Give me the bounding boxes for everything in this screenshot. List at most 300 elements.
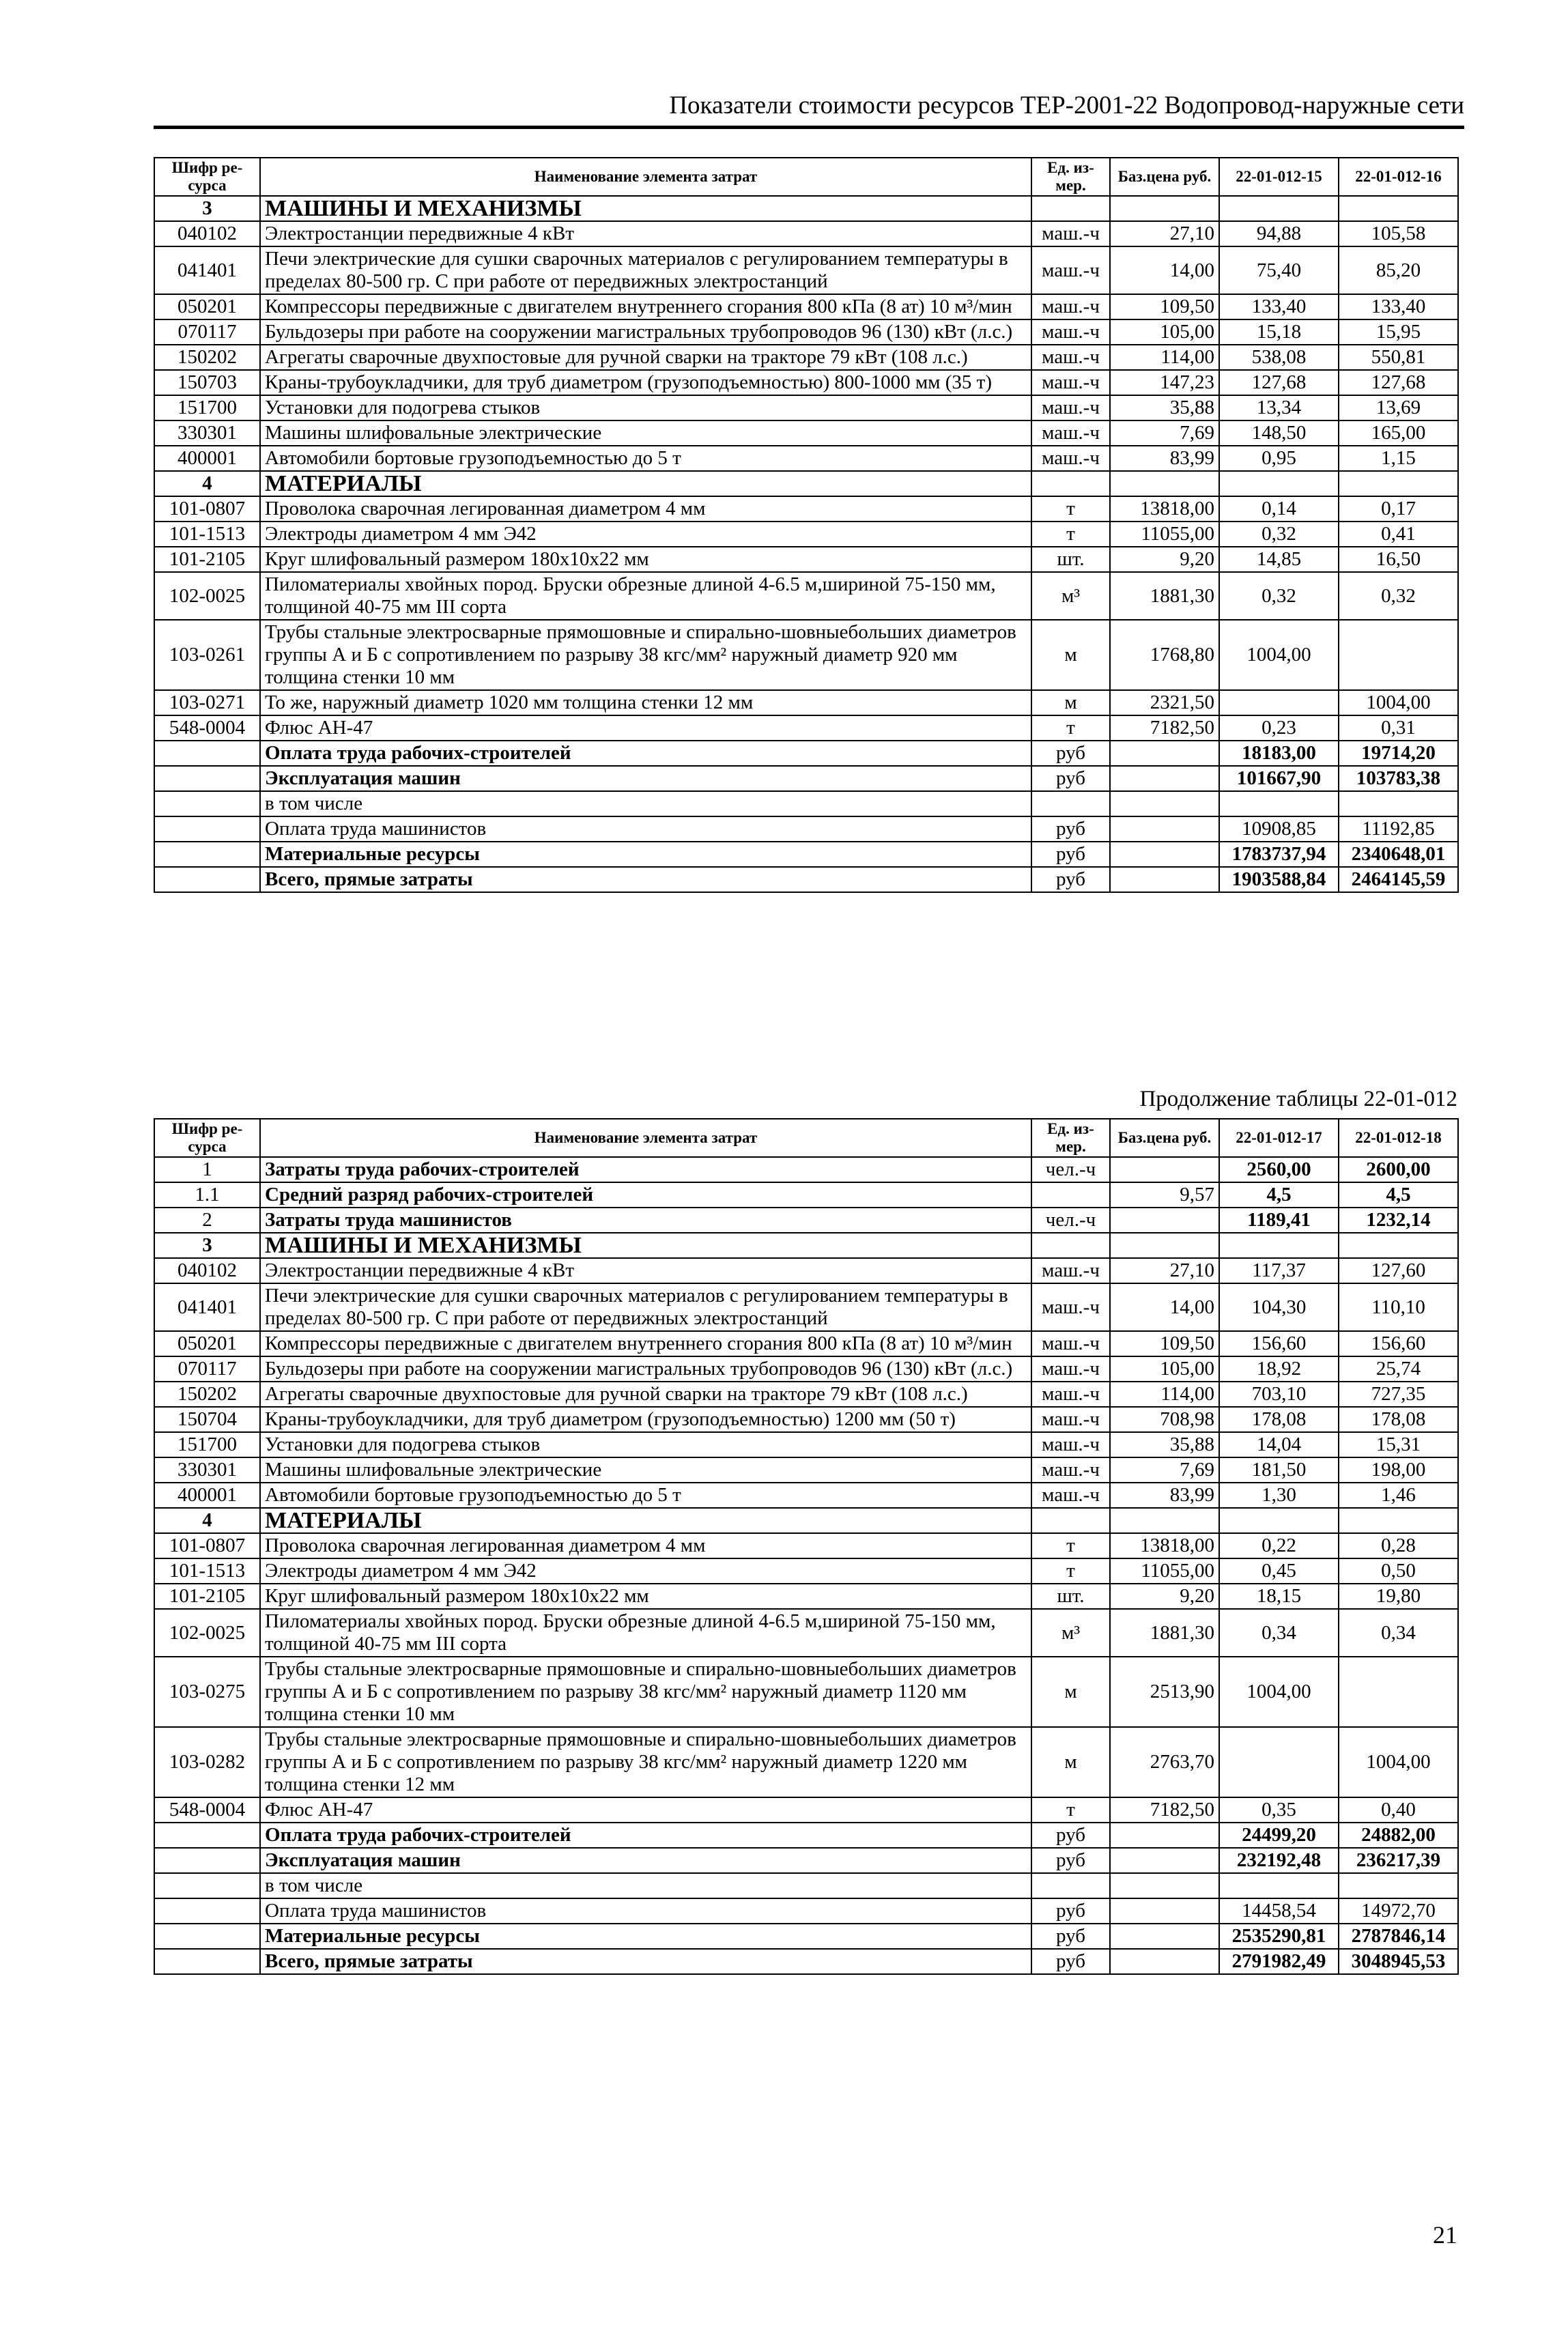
value-1-cell: 75,40: [1219, 246, 1339, 294]
item-name-cell: Материальные ресурсы: [260, 1924, 1031, 1949]
item-name-cell: Оплата труда машинистов: [260, 1898, 1031, 1924]
table-row: [154, 1558, 1458, 1584]
base-price-cell: 35,88: [1110, 1432, 1219, 1457]
resource-code-cell: 400001: [154, 1483, 260, 1508]
base-price-cell: 2513,90: [1110, 1657, 1219, 1727]
resource-code-cell: [154, 1898, 260, 1924]
base-price-cell: 35,88: [1110, 395, 1219, 420]
item-name-cell: МАТЕРИАЛЫ: [260, 471, 1031, 496]
table-row: [154, 1432, 1458, 1457]
base-price-cell: 105,00: [1110, 319, 1219, 345]
item-name-cell: Агрегаты сварочные двухпостовые для ручной сварки на тракторе 79 кВт (108 л.с.): [260, 345, 1031, 370]
resource-code-cell: [154, 741, 260, 766]
value-2-cell: 1004,00: [1339, 690, 1458, 715]
item-name-cell: Флюс АН-47: [260, 715, 1031, 741]
header-value-1: 22-01-012-17: [1219, 1119, 1339, 1157]
unit-cell: маш.-ч: [1031, 246, 1110, 294]
item-name-cell: Эксплуатация машин: [260, 766, 1031, 791]
base-price-cell: 14,00: [1110, 1283, 1219, 1331]
value-1-cell: 1189,41: [1219, 1208, 1339, 1233]
base-price-cell: [1110, 816, 1219, 842]
base-price-cell: 2763,70: [1110, 1727, 1219, 1797]
base-price-cell: 9,20: [1110, 547, 1219, 572]
unit-cell: маш.-ч: [1031, 446, 1110, 471]
value-2-cell: [1339, 1233, 1458, 1258]
unit-cell: маш.-ч: [1031, 345, 1110, 370]
header-value-2: 22-01-012-16: [1339, 158, 1458, 196]
unit-cell: маш.-ч: [1031, 1331, 1110, 1356]
item-name-cell: Бульдозеры при работе на сооружении магистральных трубопроводов 96 (130) кВт (л.с.): [260, 1356, 1031, 1382]
unit-cell: маш.-ч: [1031, 221, 1110, 246]
base-price-cell: 114,00: [1110, 1382, 1219, 1407]
base-price-cell: [1110, 741, 1219, 766]
item-name-cell: Всего, прямые затраты: [260, 867, 1031, 892]
base-price-cell: 105,00: [1110, 1356, 1219, 1382]
resource-code-cell: 330301: [154, 1457, 260, 1483]
resource-code-cell: [154, 867, 260, 892]
resource-code-cell: 330301: [154, 420, 260, 446]
table-row: [154, 572, 1458, 620]
resource-code-cell: 3: [154, 196, 260, 221]
value-2-cell: [1339, 196, 1458, 221]
base-price-cell: [1110, 471, 1219, 496]
value-2-cell: 15,95: [1339, 319, 1458, 345]
resource-code-cell: 2: [154, 1208, 260, 1233]
item-name-cell: МАШИНЫ И МЕХАНИЗМЫ: [260, 1233, 1031, 1258]
unit-cell: м: [1031, 1727, 1110, 1797]
resource-code-cell: 101-0807: [154, 1533, 260, 1558]
base-price-cell: 147,23: [1110, 370, 1219, 395]
table-row: [154, 522, 1458, 547]
value-1-cell: 18,15: [1219, 1584, 1339, 1609]
value-1-cell: 0,32: [1219, 522, 1339, 547]
value-1-cell: 4,5: [1219, 1182, 1339, 1208]
item-name-cell: Печи электрические для сушки сварочных материалов с регулированием температуры в пределах 80-500 гр. С при работе от передвижных электростанций: [260, 246, 1031, 294]
value-2-cell: 198,00: [1339, 1457, 1458, 1483]
unit-cell: м: [1031, 1657, 1110, 1727]
item-name-cell: Проволока сварочная легированная диаметром 4 мм: [260, 1533, 1031, 1558]
resource-code-cell: [154, 1924, 260, 1949]
table-row: [154, 766, 1458, 791]
table-row: [154, 867, 1458, 892]
value-1-cell: 1004,00: [1219, 620, 1339, 690]
value-2-cell: 2787846,14: [1339, 1924, 1458, 1949]
value-2-cell: 13,69: [1339, 395, 1458, 420]
item-name-cell: Автомобили бортовые грузоподъемностью до 5 т: [260, 1483, 1031, 1508]
resource-code-cell: 1.1: [154, 1182, 260, 1208]
base-price-cell: [1110, 867, 1219, 892]
value-1-cell: 14,04: [1219, 1432, 1339, 1457]
item-name-cell: Компрессоры передвижные с двигателем внутреннего сгорания 800 кПа (8 ат) 10 м³/мин: [260, 1331, 1031, 1356]
resource-code-cell: 4: [154, 471, 260, 496]
resource-code-cell: 101-0807: [154, 496, 260, 522]
base-price-cell: 83,99: [1110, 446, 1219, 471]
value-2-cell: 3048945,53: [1339, 1949, 1458, 1974]
table-body: [154, 1157, 1458, 1974]
item-name-cell: в том числе: [260, 1873, 1031, 1898]
table-row: [154, 345, 1458, 370]
value-2-cell: 133,40: [1339, 294, 1458, 319]
unit-cell: маш.-ч: [1031, 319, 1110, 345]
base-price-cell: [1110, 1873, 1219, 1898]
value-2-cell: [1339, 471, 1458, 496]
unit-cell: руб: [1031, 1924, 1110, 1949]
value-2-cell: 1,46: [1339, 1483, 1458, 1508]
table-row: [154, 1924, 1458, 1949]
header-unit: Ед. из-мер.: [1031, 158, 1110, 196]
resource-code-cell: 150202: [154, 1382, 260, 1407]
table-row: [154, 420, 1458, 446]
resource-code-cell: 101-1513: [154, 522, 260, 547]
unit-cell: т: [1031, 522, 1110, 547]
value-1-cell: [1219, 471, 1339, 496]
base-price-cell: 114,00: [1110, 345, 1219, 370]
item-name-cell: Печи электрические для сушки сварочных материалов с регулированием температуры в пределах 80-500 гр. С при работе от передвижных электростанций: [260, 1283, 1031, 1331]
resource-table-1: [154, 157, 1459, 893]
value-2-cell: 105,58: [1339, 221, 1458, 246]
unit-cell: м: [1031, 690, 1110, 715]
value-2-cell: 2464145,59: [1339, 867, 1458, 892]
table-row: [154, 446, 1458, 471]
unit-cell: [1031, 1182, 1110, 1208]
value-2-cell: [1339, 1657, 1458, 1727]
base-price-cell: 83,99: [1110, 1483, 1219, 1508]
item-name-cell: Проволока сварочная легированная диаметром 4 мм: [260, 496, 1031, 522]
unit-cell: руб: [1031, 766, 1110, 791]
item-name-cell: Материальные ресурсы: [260, 842, 1031, 867]
item-name-cell: Электростанции передвижные 4 кВт: [260, 1258, 1031, 1283]
value-1-cell: [1219, 1873, 1339, 1898]
resource-code-cell: 102-0025: [154, 1609, 260, 1657]
table-row: [154, 1533, 1458, 1558]
page-header: Показатели стоимости ресурсов ТЕР-2001-22 Водопровод-наружные сети: [154, 87, 1464, 129]
unit-cell: т: [1031, 1533, 1110, 1558]
base-price-cell: 11055,00: [1110, 1558, 1219, 1584]
resource-code-cell: 070117: [154, 1356, 260, 1382]
table-row: [154, 791, 1458, 816]
table-row: [154, 1356, 1458, 1382]
unit-cell: [1031, 791, 1110, 816]
item-name-cell: Электростанции передвижные 4 кВт: [260, 221, 1031, 246]
base-price-cell: 9,57: [1110, 1182, 1219, 1208]
resource-code-cell: 041401: [154, 246, 260, 294]
value-2-cell: 127,60: [1339, 1258, 1458, 1283]
table-row: [154, 1258, 1458, 1283]
value-2-cell: 178,08: [1339, 1407, 1458, 1432]
value-1-cell: 148,50: [1219, 420, 1339, 446]
value-2-cell: 0,40: [1339, 1797, 1458, 1823]
value-2-cell: 14972,70: [1339, 1898, 1458, 1924]
value-1-cell: 703,10: [1219, 1382, 1339, 1407]
base-price-cell: [1110, 1208, 1219, 1233]
value-2-cell: 0,50: [1339, 1558, 1458, 1584]
resource-code-cell: 548-0004: [154, 715, 260, 741]
value-1-cell: 156,60: [1219, 1331, 1339, 1356]
resource-code-cell: 3: [154, 1233, 260, 1258]
resource-code-cell: [154, 791, 260, 816]
base-price-cell: 7182,50: [1110, 715, 1219, 741]
table-row: [154, 1584, 1458, 1609]
table-row: [154, 842, 1458, 867]
value-1-cell: 0,95: [1219, 446, 1339, 471]
table-row: [154, 690, 1458, 715]
unit-cell: [1031, 471, 1110, 496]
item-name-cell: Установки для подогрева стыков: [260, 1432, 1031, 1457]
base-price-cell: [1110, 1898, 1219, 1924]
header-value-2: 22-01-012-18: [1339, 1119, 1458, 1157]
table-body: [154, 196, 1458, 892]
table-row: [154, 294, 1458, 319]
table-row: [154, 715, 1458, 741]
resource-code-cell: 050201: [154, 1331, 260, 1356]
value-1-cell: 1903588,84: [1219, 867, 1339, 892]
base-price-cell: 27,10: [1110, 1258, 1219, 1283]
value-1-cell: 1783737,94: [1219, 842, 1339, 867]
unit-cell: маш.-ч: [1031, 1407, 1110, 1432]
table-row: [154, 1407, 1458, 1432]
base-price-cell: 2321,50: [1110, 690, 1219, 715]
base-price-cell: 109,50: [1110, 294, 1219, 319]
value-2-cell: [1339, 791, 1458, 816]
value-2-cell: [1339, 620, 1458, 690]
base-price-cell: 27,10: [1110, 221, 1219, 246]
item-name-cell: Краны-трубоукладчики, для труб диаметром (грузоподъемностью) 800-1000 мм (35 т): [260, 370, 1031, 395]
unit-cell: руб: [1031, 1848, 1110, 1873]
item-name-cell: Электроды диаметром 4 мм Э42: [260, 522, 1031, 547]
item-name-cell: Электроды диаметром 4 мм Э42: [260, 1558, 1031, 1584]
table-row: [154, 196, 1458, 221]
value-1-cell: 10908,85: [1219, 816, 1339, 842]
unit-cell: [1031, 1233, 1110, 1258]
unit-cell: шт.: [1031, 1584, 1110, 1609]
resource-code-cell: [154, 816, 260, 842]
table-row: [154, 1873, 1458, 1898]
value-1-cell: 2791982,49: [1219, 1949, 1339, 1974]
unit-cell: маш.-ч: [1031, 1483, 1110, 1508]
value-1-cell: 178,08: [1219, 1407, 1339, 1432]
base-price-cell: [1110, 1233, 1219, 1258]
unit-cell: м: [1031, 620, 1110, 690]
table-row: [154, 1457, 1458, 1483]
value-2-cell: 0,32: [1339, 572, 1458, 620]
base-price-cell: 13818,00: [1110, 496, 1219, 522]
unit-cell: маш.-ч: [1031, 395, 1110, 420]
table-row: [154, 816, 1458, 842]
value-2-cell: 1004,00: [1339, 1727, 1458, 1797]
unit-cell: руб: [1031, 816, 1110, 842]
item-name-cell: Пиломатериалы хвойных пород. Бруски обрезные длиной 4-6.5 м,шириной 75-150 мм, толщиной 40-75 мм III сорта: [260, 1609, 1031, 1657]
value-2-cell: [1339, 1508, 1458, 1533]
table-row: [154, 221, 1458, 246]
unit-cell: [1031, 1508, 1110, 1533]
resource-code-cell: 400001: [154, 446, 260, 471]
item-name-cell: МАШИНЫ И МЕХАНИЗМЫ: [260, 196, 1031, 221]
unit-cell: т: [1031, 496, 1110, 522]
table-row: [154, 1823, 1458, 1848]
item-name-cell: Краны-трубоукладчики, для труб диаметром (грузоподъемностью) 1200 мм (50 т): [260, 1407, 1031, 1432]
item-name-cell: Эксплуатация машин: [260, 1848, 1031, 1873]
value-2-cell: 0,31: [1339, 715, 1458, 741]
base-price-cell: [1110, 766, 1219, 791]
resource-code-cell: 040102: [154, 1258, 260, 1283]
base-price-cell: 1881,30: [1110, 1609, 1219, 1657]
base-price-cell: [1110, 1157, 1219, 1182]
header-code: Шифр ре-сурса: [154, 1119, 260, 1157]
header-name: Наименование элемента затрат: [260, 158, 1031, 196]
item-name-cell: в том числе: [260, 791, 1031, 816]
value-1-cell: 13,34: [1219, 395, 1339, 420]
unit-cell: м³: [1031, 1609, 1110, 1657]
resource-code-cell: [154, 766, 260, 791]
item-name-cell: Круг шлифовальный размером 180х10х22 мм: [260, 1584, 1031, 1609]
resource-code-cell: 1: [154, 1157, 260, 1182]
resource-code-cell: 103-0271: [154, 690, 260, 715]
resource-table-2: [154, 1118, 1459, 1975]
value-1-cell: 117,37: [1219, 1258, 1339, 1283]
item-name-cell: Трубы стальные электросварные прямошовные и спирально-шовныебольших диаметров группы А и Б с сопротивлением по разрыву 38 кгс/мм² наружный диаметр 1120 мм толщина стенки 10 мм: [260, 1657, 1031, 1727]
resource-code-cell: 548-0004: [154, 1797, 260, 1823]
table-row: [154, 246, 1458, 294]
value-1-cell: 14,85: [1219, 547, 1339, 572]
value-2-cell: 0,17: [1339, 496, 1458, 522]
resource-code-cell: 150704: [154, 1407, 260, 1432]
value-2-cell: 0,34: [1339, 1609, 1458, 1657]
header-value-1: 22-01-012-15: [1219, 158, 1339, 196]
resource-code-cell: 103-0275: [154, 1657, 260, 1727]
unit-cell: шт.: [1031, 547, 1110, 572]
value-1-cell: 104,30: [1219, 1283, 1339, 1331]
value-2-cell: 103783,38: [1339, 766, 1458, 791]
resource-code-cell: 102-0025: [154, 572, 260, 620]
unit-cell: маш.-ч: [1031, 1457, 1110, 1483]
item-name-cell: Оплата труда машинистов: [260, 816, 1031, 842]
table-row: [154, 370, 1458, 395]
value-1-cell: 181,50: [1219, 1457, 1339, 1483]
base-price-cell: [1110, 1508, 1219, 1533]
value-2-cell: 2600,00: [1339, 1157, 1458, 1182]
table-header-row: [154, 1119, 1458, 1157]
value-1-cell: 0,14: [1219, 496, 1339, 522]
value-1-cell: 127,68: [1219, 370, 1339, 395]
unit-cell: маш.-ч: [1031, 1382, 1110, 1407]
value-1-cell: 24499,20: [1219, 1823, 1339, 1848]
value-1-cell: 15,18: [1219, 319, 1339, 345]
base-price-cell: [1110, 196, 1219, 221]
unit-cell: руб: [1031, 1823, 1110, 1848]
value-2-cell: 1,15: [1339, 446, 1458, 471]
value-1-cell: 18183,00: [1219, 741, 1339, 766]
unit-cell: руб: [1031, 867, 1110, 892]
unit-cell: [1031, 1873, 1110, 1898]
continuation-caption: Продолжение таблицы 22-01-012: [1139, 1087, 1457, 1111]
base-price-cell: 14,00: [1110, 246, 1219, 294]
value-2-cell: 727,35: [1339, 1382, 1458, 1407]
value-1-cell: 133,40: [1219, 294, 1339, 319]
item-name-cell: Бульдозеры при работе на сооружении магистральных трубопроводов 96 (130) кВт (л.с.): [260, 319, 1031, 345]
resource-code-cell: 101-1513: [154, 1558, 260, 1584]
value-1-cell: 0,35: [1219, 1797, 1339, 1823]
header-price: Баз.цена руб.: [1110, 1119, 1219, 1157]
resource-code-cell: 041401: [154, 1283, 260, 1331]
table-row: [154, 1949, 1458, 1974]
value-2-cell: 0,28: [1339, 1533, 1458, 1558]
value-1-cell: [1219, 196, 1339, 221]
header-code: Шифр ре-сурса: [154, 158, 260, 196]
item-name-cell: Трубы стальные электросварные прямошовные и спирально-шовныебольших диаметров группы А и Б с сопротивлением по разрыву 38 кгс/мм² наружный диаметр 1220 мм толщина стенки 12 мм: [260, 1727, 1031, 1797]
resource-code-cell: 150202: [154, 345, 260, 370]
item-name-cell: Агрегаты сварочные двухпостовые для ручной сварки на тракторе 79 кВт (108 л.с.): [260, 1382, 1031, 1407]
base-price-cell: [1110, 1949, 1219, 1974]
unit-cell: маш.-ч: [1031, 1356, 1110, 1382]
table-row: [154, 395, 1458, 420]
item-name-cell: Установки для подогрева стыков: [260, 395, 1031, 420]
resource-code-cell: [154, 1949, 260, 1974]
unit-cell: маш.-ч: [1031, 1432, 1110, 1457]
value-1-cell: [1219, 1727, 1339, 1797]
table-row: [154, 319, 1458, 345]
value-1-cell: 0,22: [1219, 1533, 1339, 1558]
value-1-cell: 94,88: [1219, 221, 1339, 246]
value-1-cell: 2535290,81: [1219, 1924, 1339, 1949]
value-1-cell: 0,34: [1219, 1609, 1339, 1657]
table-header-row: [154, 158, 1458, 196]
value-1-cell: 0,23: [1219, 715, 1339, 741]
table-row: [154, 1508, 1458, 1533]
table-row: [154, 1157, 1458, 1182]
value-2-cell: 0,41: [1339, 522, 1458, 547]
resource-code-cell: 040102: [154, 221, 260, 246]
unit-cell: маш.-ч: [1031, 294, 1110, 319]
item-name-cell: Машины шлифовальные электрические: [260, 1457, 1031, 1483]
resource-code-cell: 4: [154, 1508, 260, 1533]
base-price-cell: [1110, 791, 1219, 816]
resource-code-cell: 150703: [154, 370, 260, 395]
item-name-cell: Круг шлифовальный размером 180х10х22 мм: [260, 547, 1031, 572]
item-name-cell: Автомобили бортовые грузоподъемностью до 5 т: [260, 446, 1031, 471]
value-2-cell: 4,5: [1339, 1182, 1458, 1208]
base-price-cell: [1110, 1848, 1219, 1873]
resource-code-cell: [154, 1848, 260, 1873]
resource-code-cell: 050201: [154, 294, 260, 319]
unit-cell: м³: [1031, 572, 1110, 620]
item-name-cell: Флюс АН-47: [260, 1797, 1031, 1823]
table-row: [154, 1797, 1458, 1823]
item-name-cell: Трубы стальные электросварные прямошовные и спирально-шовныебольших диаметров группы А и Б с сопротивлением по разрыву 38 кгс/мм² наружный диаметр 920 мм толщина стенки 10 мм: [260, 620, 1031, 690]
unit-cell: руб: [1031, 741, 1110, 766]
base-price-cell: 7,69: [1110, 420, 1219, 446]
value-1-cell: [1219, 690, 1339, 715]
item-name-cell: Затраты труда машинистов: [260, 1208, 1031, 1233]
item-name-cell: Оплата труда рабочих-строителей: [260, 1823, 1031, 1848]
unit-cell: руб: [1031, 1949, 1110, 1974]
item-name-cell: Пиломатериалы хвойных пород. Бруски обрезные длиной 4-6.5 м,шириной 75-150 мм, толщиной 40-75 мм III сорта: [260, 572, 1031, 620]
resource-code-cell: 151700: [154, 1432, 260, 1457]
value-2-cell: [1339, 1873, 1458, 1898]
table-row: [154, 547, 1458, 572]
table-row: [154, 1233, 1458, 1258]
unit-cell: чел.-ч: [1031, 1208, 1110, 1233]
unit-cell: маш.-ч: [1031, 1283, 1110, 1331]
table-row: [154, 1609, 1458, 1657]
value-1-cell: 18,92: [1219, 1356, 1339, 1382]
table-row: [154, 1382, 1458, 1407]
value-2-cell: 16,50: [1339, 547, 1458, 572]
unit-cell: т: [1031, 1558, 1110, 1584]
header-unit: Ед. из-мер.: [1031, 1119, 1110, 1157]
value-2-cell: 19,80: [1339, 1584, 1458, 1609]
item-name-cell: Затраты труда рабочих-строителей: [260, 1157, 1031, 1182]
value-2-cell: 1232,14: [1339, 1208, 1458, 1233]
